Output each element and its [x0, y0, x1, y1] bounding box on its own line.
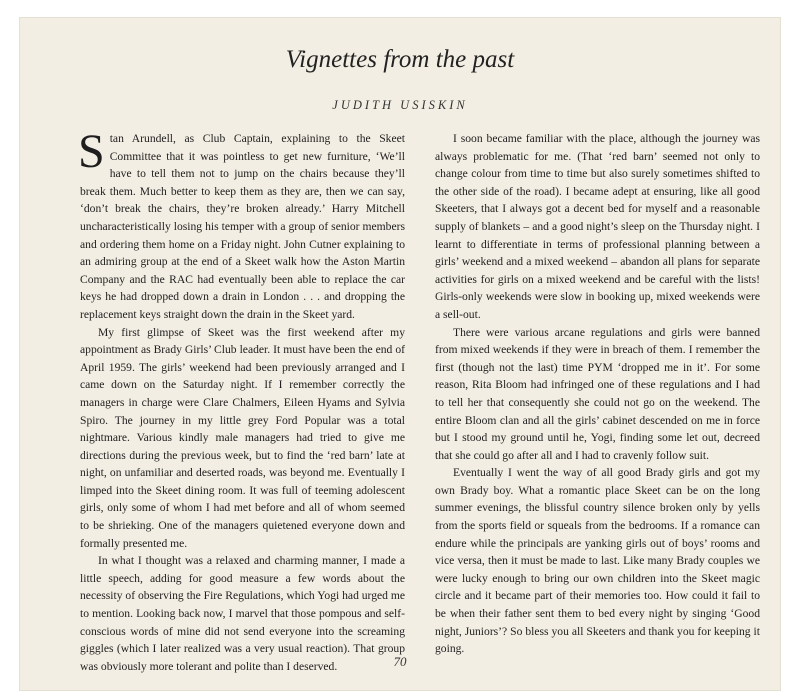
- article-author: JUDITH USISKIN: [332, 98, 468, 112]
- paragraph: In what I thought was a relaxed and charming manner, I made a little speech, adding for good measure a few words about the necessity of observing the Fire Regulations, which Yogi had urged me to mention. Looking back now, I marvel that those pompous and self-conscious words of mine did not send everyone into the screaming giggles (which I later realized was a very usual reaction). That group was obviously more tolerant and polite than I deserved.: [80, 554, 406, 673]
- paragraph: [78, 125, 405, 324]
- drop-cap: S: [78, 125, 105, 178]
- paragraph-text: tan Arundell, as Club Captain, explaining to the Skeet Committee that it was pointless to get new furniture, ‘We’ll have to tell them not to jump on the chairs because they’ll break them. Much better to keep them as they are, then we can say, ‘don’t break the chairs, they’re broken already.’ Harry Mitchell uncharacteristically losing his temper with a group of senior members and ordering them home on a Friday night. John Cutner explaining to an admiring group at the end of a Skeet walk how the Aston Martin Company and the RAC had eventually been able to replace the car keys he had dropped down a drain in London . . . and dropping the replacement keys straight down the drain in the Skeet yard.: [80, 132, 405, 321]
- book-page: [20, 18, 780, 690]
- paragraph: There were various arcane regulations and girls were banned from mixed weekends if they were in breach of them. I remember the first (though not the last) time PYM ‘dropped me in it’. For some reason, Rita Bloom had infringed one of these regulations and I had to tell her that consequently she could not go on the weekend. The entire Bloom clan and all the girls’ cabinet descended on me in force but I stood my ground until he, Yogi, finding some let out, decreed that she could go after all and I had to cravenly follow suit.: [435, 325, 760, 462]
- left-column: [78, 125, 406, 675]
- paragraph: Eventually I went the way of all good Brady girls and got my own Brady boy. What a romantic place Skeet can be on the long summer evenings, the blissful country silence broken only by yells from the sports field or squeals from the bedrooms. If a romance can endure while the principals are yanking girls out of boys’ rooms and vice versa, then it must be made to last. Like many Brady couples we were lucky enough to bring our own children into the Skeet magic circle and it became part of their memories too. How could it fail to be when their father sent them to bed every night by singing ‘Good night, Juniors’? So bless you all Skeeters and thank you for keeping it going.: [435, 466, 760, 656]
- paragraph: I soon became familiar with the place, although the journey was always problematic for me. (That ‘red barn’ seemed not only to change colour from time to time but also surely sometimes shifted to the other side of the road). I became adept at ensuring, like all good Skeeters, that I always got a decent bed for myself and a reasonable supply of blankets – and a good night’s sleep on the Thursday night. I learnt to differentiate in terms of professional planning between a girls’ weekend and a mixed weekend – abandon all plans for separate activities for girls on a mixed weekend and be careful with the lists! Girls-only weekends were slow in booking up, mixed weekends were a sell-out.: [435, 132, 760, 321]
- page-number: 70: [393, 654, 407, 669]
- paragraph: My first glimpse of Skeet was the first weekend after my appointment as Brady Girls’ Club leader. It must have been the end of April 1959. The girls’ weekend had been previously arranged and I came down on the Saturday night. If I remember correctly the managers in charge were Clare Chalmers, Eileen Hyams and Sylvia Spiro. The journey in my little grey Ford Popular was a total nightmare. Various kindly male managers had tried to give me directions during the previous week, but to find the ‘red barn’ late at night, on unfamiliar and deserted roads, was beyond me. Eventually I limped into the Skeet dining room. It was full of teeming adolescent girls, only some of whom I had met before and all of whom seemed to be shrieking. One of the managers quietened everyone down and formally presented me.: [80, 325, 405, 550]
- article-title: Vignettes from the past: [285, 46, 515, 73]
- right-column: [435, 130, 760, 658]
